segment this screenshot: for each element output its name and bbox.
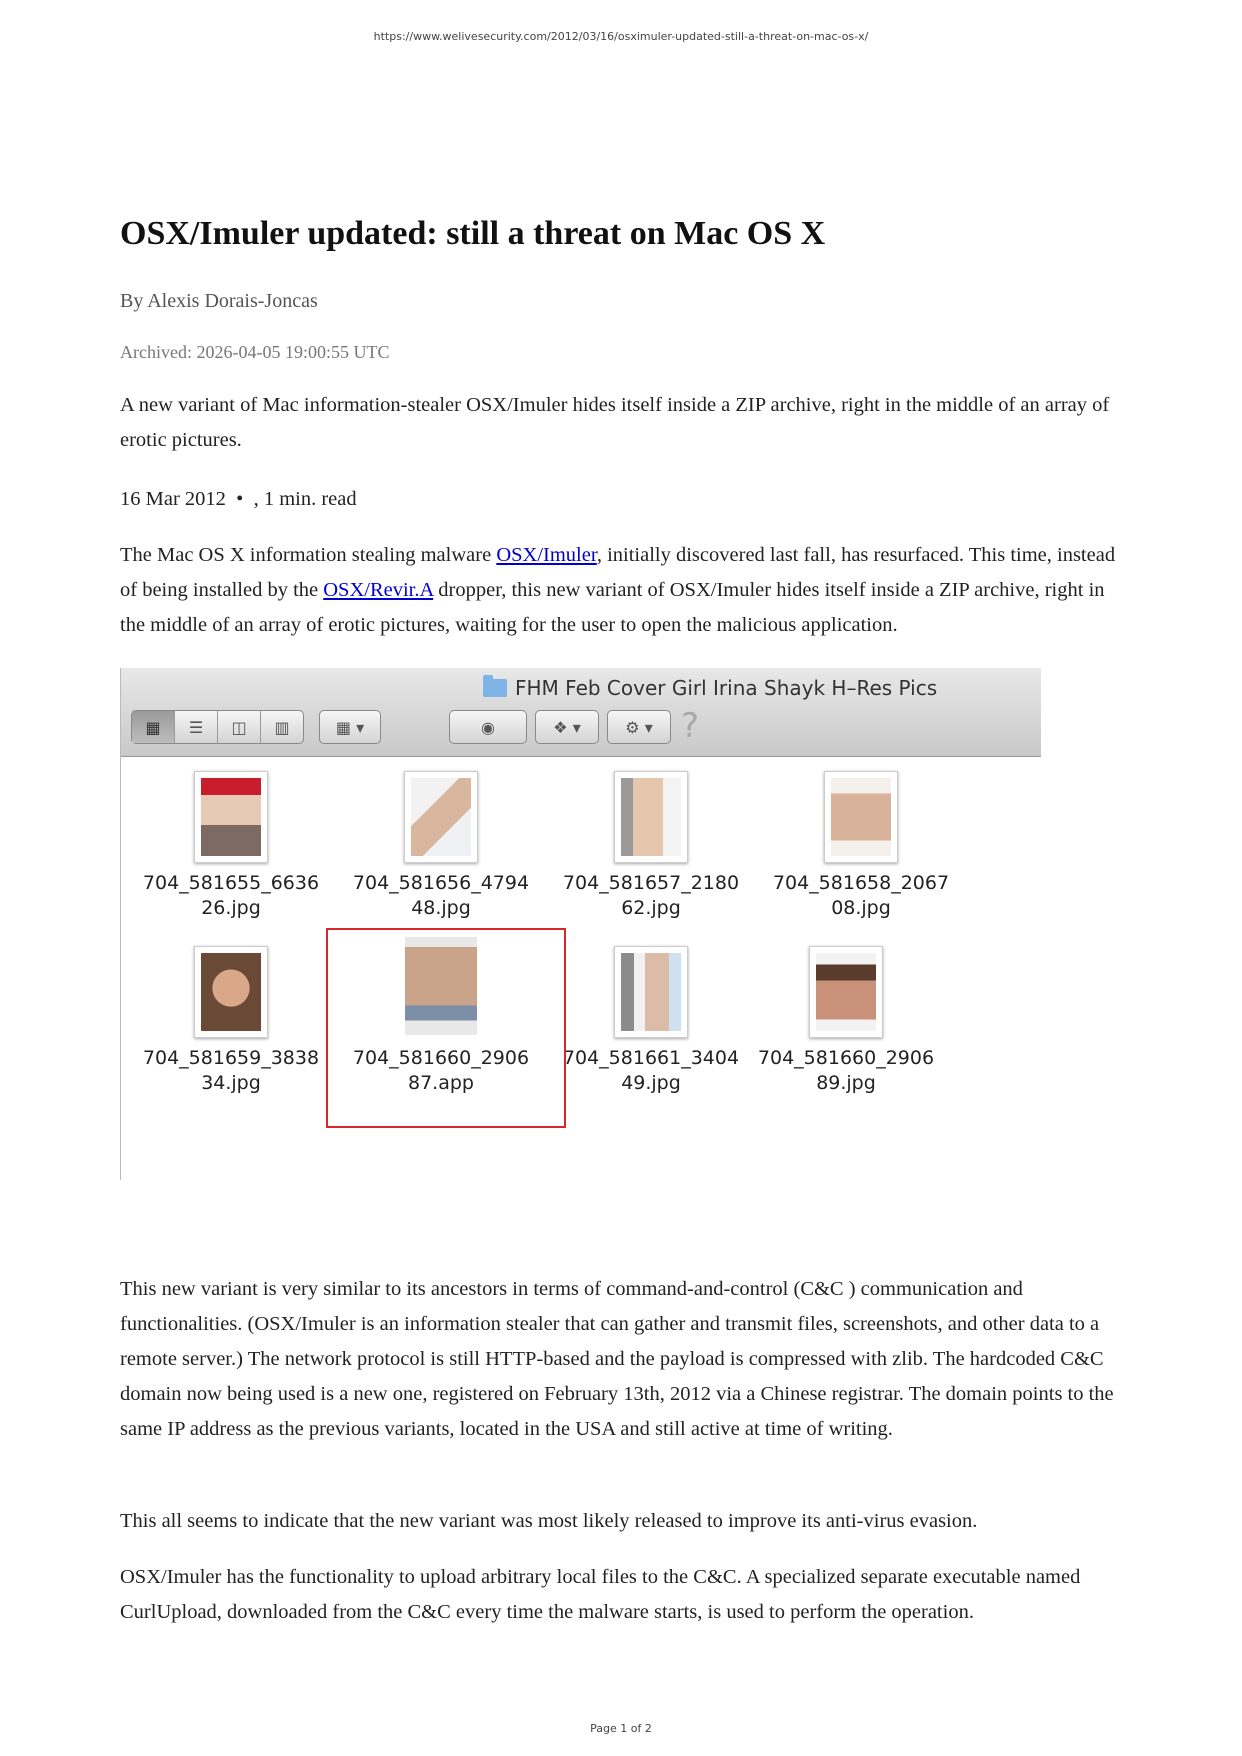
image-thumbnail — [614, 771, 688, 863]
article-summary-block — [120, 388, 1125, 458]
help-icon[interactable]: ? — [681, 706, 700, 746]
list-view-icon[interactable]: ☰ — [175, 711, 218, 743]
osx-imuler-link[interactable]: OSX/Imuler — [496, 544, 597, 566]
file-item[interactable] — [556, 946, 746, 1096]
file-name: 704_581658_2067 — [772, 872, 950, 894]
file-item[interactable] — [136, 946, 326, 1096]
file-ext: 62.jpg — [621, 897, 681, 919]
article-meta-block — [120, 482, 1125, 517]
article-summary: A new variant of Mac information-stealer OSX/Imuler hides itself inside a ZIP archive, right in the middle of an array of erotic pictures. — [120, 394, 1110, 451]
finder-title — [483, 676, 937, 700]
finder-title-text: FHM Feb Cover Girl Irina Shayk H–Res Pics — [515, 676, 938, 700]
osx-revir-link[interactable]: OSX/Revir.A — [323, 579, 434, 601]
file-item[interactable] — [346, 771, 536, 921]
finder-toolbar — [121, 668, 1041, 757]
file-ext: 34.jpg — [201, 1072, 261, 1094]
image-thumbnail — [809, 946, 883, 1038]
view-mode-segment — [131, 710, 304, 744]
quick-look-button[interactable] — [449, 710, 527, 744]
paragraph-4 — [120, 1560, 1125, 1630]
file-item[interactable] — [556, 771, 746, 921]
article-title: OSX/Imuler updated: still a threat on Mac OS X — [120, 215, 826, 252]
coverflow-view-icon[interactable]: ▥ — [274, 717, 290, 737]
dropbox-button[interactable] — [535, 710, 599, 744]
file-item[interactable] — [136, 771, 326, 921]
column-view-icon[interactable]: ◫ — [218, 711, 261, 743]
article-meta: 16 Mar 2012 • , 1 min. read — [120, 488, 357, 510]
file-ext: 89.jpg — [816, 1072, 876, 1094]
image-thumbnail — [194, 946, 268, 1038]
file-ext: 49.jpg — [621, 1072, 681, 1094]
icon-view-icon[interactable]: ▦ — [132, 711, 175, 743]
page-number: Page 1 of 2 — [590, 1722, 652, 1735]
file-name: 704_581660_2906 — [757, 1047, 935, 1069]
file-name: 704_581660_2906 — [352, 1047, 530, 1069]
arrange-icon: ▦ ▾ — [335, 717, 365, 737]
dropbox-icon: ❖ ▾ — [553, 717, 581, 737]
p1-text-b: , initially discovered last fall, has resurfaced. This time, instead of being installed by the — [120, 544, 1116, 601]
file-ext: 48.jpg — [411, 897, 471, 919]
gear-icon: ⚙ ▾ — [625, 717, 653, 737]
file-name: 704_581656_4794 — [352, 872, 530, 894]
file-name: 704_581659_3838 — [142, 1047, 320, 1069]
paragraph-2-text: This new variant is very similar to its ancestors in terms of command-and-control (C&C ) communication and functionalities. (OSX/Imuler is an information stealer that can gather and transmit files, screenshots, and other data to a remote server.) The network protocol is still HTTP-based and the payload is compressed with zlib. The hardcoded C&C domain now being used is a new one, registered on February 13th, 2012 via a Chinese registrar. The domain points to the same IP address as the previous variants, located in the USA and still active at time of writing. — [120, 1278, 1114, 1440]
file-ext: 26.jpg — [201, 897, 261, 919]
image-thumbnail — [404, 771, 478, 863]
folder-icon — [483, 679, 507, 697]
source-url: https://www.welivesecurity.com/2012/03/16/osximuler-updated-still-a-threat-on-mac-os-x/ — [373, 30, 869, 43]
paragraph-4-text: OSX/Imuler has the functionality to upload arbitrary local files to the C&C. A specialized separate executable named CurlUpload, downloaded from the C&C every time the malware starts, is used to perform the operation. — [120, 1566, 1081, 1623]
archived-timestamp: Archived: 2026-04-05 19:00:55 UTC — [120, 342, 390, 362]
paragraph-1 — [120, 538, 1125, 643]
file-ext: 87.app — [408, 1072, 474, 1094]
highlight-box — [326, 928, 566, 1128]
p1-text-c: dropper, this new variant of OSX/Imuler hides itself inside a ZIP archive, right in the middle of an array of erotic pictures, waiting for the user to open the malicious application. — [120, 579, 1105, 636]
paragraph-3-text: This all seems to indicate that the new variant was most likely released to improve its anti-virus evasion. — [120, 1510, 978, 1532]
author-byline: By Alexis Dorais-Joncas — [120, 290, 318, 312]
paragraph-2 — [120, 1272, 1125, 1447]
arrange-button[interactable] — [319, 710, 381, 744]
eye-icon: ◉ — [481, 717, 495, 737]
image-thumbnail — [194, 771, 268, 863]
file-name: 704_581657_2180 — [562, 872, 740, 894]
file-item[interactable] — [751, 946, 941, 1096]
file-name: 704_581661_3404 — [562, 1047, 740, 1069]
file-ext: 08.jpg — [831, 897, 891, 919]
p1-text-a: The Mac OS X information stealing malware — [120, 544, 497, 566]
action-button[interactable] — [607, 710, 671, 744]
paragraph-3 — [120, 1504, 1125, 1539]
file-name: 704_581655_6636 — [142, 872, 320, 894]
image-thumbnail — [824, 771, 898, 863]
file-item[interactable] — [766, 771, 956, 921]
image-thumbnail — [614, 946, 688, 1038]
finder-screenshot — [120, 668, 1041, 1180]
